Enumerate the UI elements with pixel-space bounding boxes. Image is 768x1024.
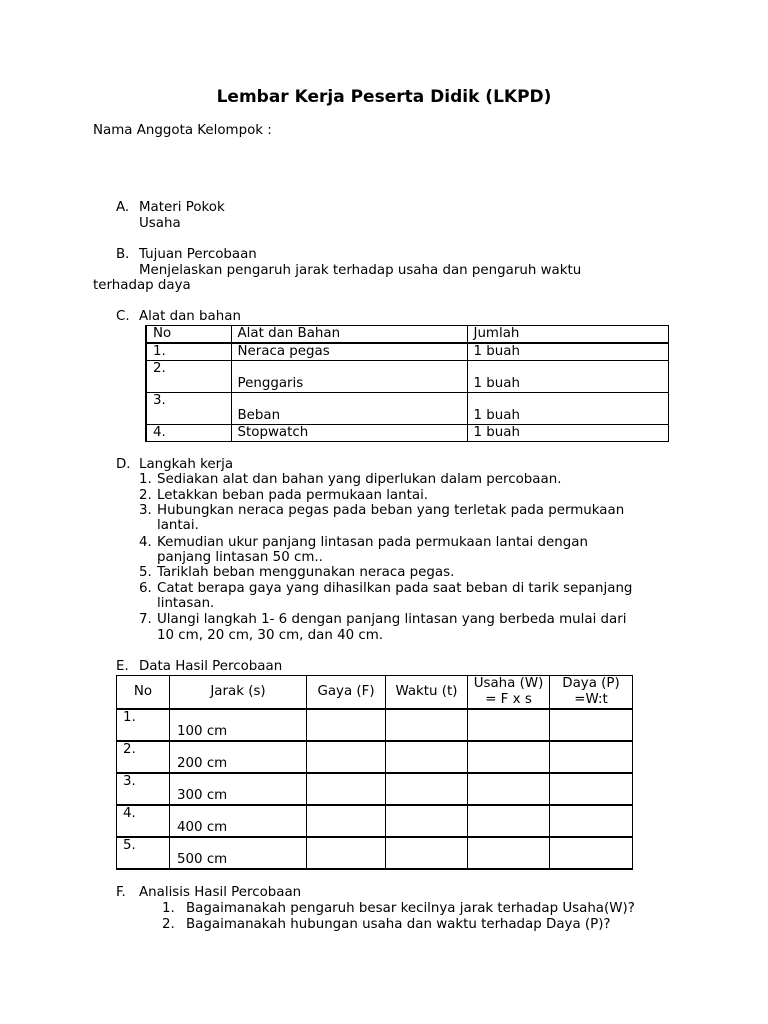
nama-anggota-label: Nama Anggota Kelompok : [93, 123, 272, 138]
table-row [117, 805, 633, 837]
row-qty: 1 buah [467, 361, 668, 393]
step-text: lintasan. [157, 596, 215, 611]
cell-usaha [468, 709, 550, 741]
section-a-content: Usaha [139, 216, 181, 231]
row-item: Neraca pegas [231, 343, 467, 361]
header-usaha-line2: = F x s [485, 692, 532, 707]
step-text: Kemudian ukur panjang lintasan pada permukaan lantai dengan [157, 535, 588, 550]
step-text: lantai. [157, 518, 199, 533]
cell-daya [550, 741, 633, 773]
row-qty: 1 buah [467, 343, 668, 361]
cell-gaya [307, 805, 386, 837]
step-text: Tariklah beban menggunakan neraca pegas. [157, 565, 455, 580]
row-no: 3. [117, 773, 170, 805]
data-hasil-table [116, 675, 633, 870]
section-d-letter: D. [116, 457, 131, 472]
section-b-line1: Menjelaskan pengaruh jarak terhadap usaha dan pengaruh waktu [139, 263, 582, 278]
section-c-heading: Alat dan bahan [139, 309, 241, 324]
header-waktu: Waktu (t) [386, 676, 468, 710]
header-jarak: Jarak (s) [170, 676, 307, 710]
step-number: 5. [139, 565, 152, 580]
cell-waktu [386, 709, 468, 741]
header-alat-bahan: Alat dan Bahan [231, 326, 467, 344]
row-item: Beban [231, 393, 467, 425]
row-item: Stopwatch [231, 425, 467, 442]
cell-gaya [307, 741, 386, 773]
section-e-letter: E. [116, 659, 129, 674]
row-qty: 1 buah [467, 393, 668, 425]
table-row [146, 393, 668, 425]
header-usaha [468, 676, 550, 710]
cell-usaha [468, 773, 550, 805]
row-jarak: 300 cm [170, 773, 307, 805]
row-no: 4. [117, 805, 170, 837]
row-no: 2. [117, 741, 170, 773]
row-jarak: 100 cm [170, 709, 307, 741]
header-daya-line1: Daya (P) [562, 676, 620, 691]
cell-daya [550, 837, 633, 869]
section-c-letter: C. [116, 309, 130, 324]
row-no: 1. [117, 709, 170, 741]
row-no: 1. [146, 343, 231, 361]
cell-daya [550, 773, 633, 805]
question-number: 1. [162, 901, 175, 916]
section-f-heading: Analisis Hasil Percobaan [139, 885, 302, 900]
header-no: No [146, 326, 231, 344]
table-row [117, 709, 633, 741]
cell-daya [550, 709, 633, 741]
section-f-letter: F. [116, 885, 126, 900]
section-a-letter: A. [116, 200, 130, 215]
step-text: Ulangi langkah 1- 6 dengan panjang lintasan yang berbeda mulai dari [157, 612, 627, 627]
step-text: 10 cm, 20 cm, 30 cm, dan 40 cm. [157, 628, 384, 643]
section-a-heading: Materi Pokok [139, 200, 225, 215]
row-no: 5. [117, 837, 170, 869]
row-no: 3. [146, 393, 231, 425]
row-jarak: 400 cm [170, 805, 307, 837]
question-text: Bagaimanakah pengaruh besar kecilnya jarak terhadap Usaha(W)? [186, 901, 635, 916]
row-no: 4. [146, 425, 231, 442]
cell-gaya [307, 709, 386, 741]
cell-gaya [307, 837, 386, 869]
section-e-heading: Data Hasil Percobaan [139, 659, 283, 674]
section-b-line2: terhadap daya [93, 278, 191, 293]
step-number: 7. [139, 612, 152, 627]
cell-daya [550, 805, 633, 837]
step-number: 1. [139, 472, 152, 487]
row-jarak: 500 cm [170, 837, 307, 869]
cell-waktu [386, 805, 468, 837]
page-title: Lembar Kerja Peserta Didik (LKPD) [216, 87, 552, 107]
step-text: panjang lintasan 50 cm.. [157, 550, 323, 565]
header-usaha-line1: Usaha (W) [473, 676, 544, 691]
table-row [117, 773, 633, 805]
cell-waktu [386, 741, 468, 773]
step-number: 2. [139, 488, 152, 503]
cell-usaha [468, 837, 550, 869]
row-item: Penggaris [231, 361, 467, 393]
cell-usaha [468, 741, 550, 773]
cell-waktu [386, 837, 468, 869]
step-number: 4. [139, 535, 152, 550]
table-row [146, 361, 668, 393]
header-daya [550, 676, 633, 710]
row-qty: 1 buah [467, 425, 668, 442]
step-text: Sediakan alat dan bahan yang diperlukan dalam percobaan. [157, 472, 562, 487]
table-row [146, 425, 668, 442]
table-row [146, 343, 668, 361]
header-jumlah: Jumlah [467, 326, 668, 344]
table-row [117, 741, 633, 773]
section-b-letter: B. [116, 247, 130, 262]
cell-waktu [386, 773, 468, 805]
cell-usaha [468, 805, 550, 837]
step-text: Hubungkan neraca pegas pada beban yang terletak pada permukaan [157, 503, 625, 518]
step-number: 3. [139, 503, 152, 518]
row-no: 2. [146, 361, 231, 393]
header-no: No [117, 676, 170, 710]
header-daya-line2: =W:t [574, 692, 608, 707]
section-b-heading: Tujuan Percobaan [139, 247, 257, 262]
step-text: Catat berapa gaya yang dihasilkan pada saat beban di tarik sepanjang [157, 581, 633, 596]
table-row [117, 837, 633, 869]
section-d-heading: Langkah kerja [139, 457, 234, 472]
question-number: 2. [162, 917, 175, 932]
row-jarak: 200 cm [170, 741, 307, 773]
alat-bahan-table [145, 325, 669, 442]
cell-gaya [307, 773, 386, 805]
header-gaya: Gaya (F) [307, 676, 386, 710]
question-text: Bagaimanakah hubungan usaha dan waktu terhadap Daya (P)? [186, 917, 611, 932]
step-number: 6. [139, 581, 152, 596]
step-text: Letakkan beban pada permukaan lantai. [157, 488, 429, 503]
